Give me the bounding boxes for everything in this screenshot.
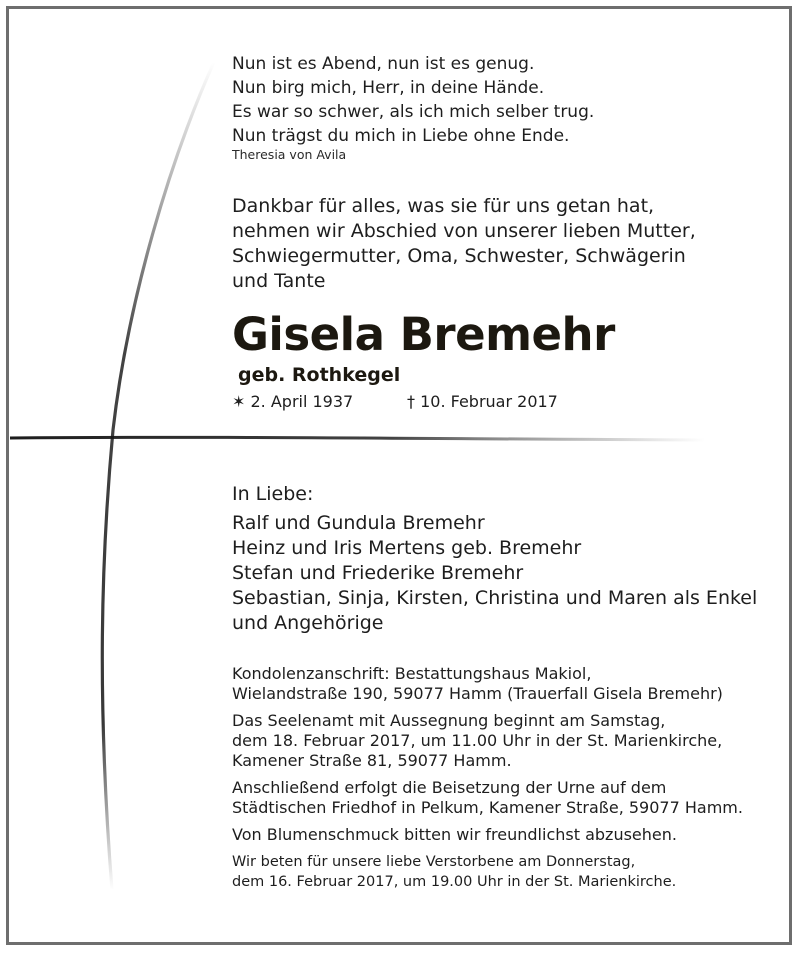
- mourners: [232, 482, 757, 636]
- intro-line: Schwiegermutter, Oma, Schwester, Schwägerin: [232, 245, 686, 267]
- mourner-line: und Angehörige: [232, 612, 384, 634]
- service-info: [232, 711, 743, 771]
- intro-line: nehmen wir Abschied von unserer lieben Mutter,: [232, 220, 696, 242]
- mourner-line: Stefan und Friederike Bremehr: [232, 562, 524, 584]
- death-date: † 10. Februar 2017: [407, 392, 558, 411]
- birth-date: ✶ 2. April 1937: [232, 392, 354, 411]
- prayer-info: [232, 852, 743, 892]
- poem-line: Es war so schwer, als ich mich selber trug.: [232, 102, 595, 122]
- info-line: Kamener Straße 81, 59077 Hamm.: [232, 751, 512, 770]
- poem-line: Nun trägst du mich in Liebe ohne Ende.: [232, 126, 570, 146]
- info-line: Städtischen Friedhof in Pelkum, Kamener Straße, 59077 Hamm.: [232, 798, 743, 817]
- burial-info: [232, 778, 743, 818]
- funeral-info: [232, 664, 743, 899]
- born-name: geb. Rothkegel: [238, 364, 401, 386]
- poem-author: Theresia von Avila: [232, 147, 347, 162]
- info-line: dem 18. Februar 2017, um 11.00 Uhr in der St. Marienkirche,: [232, 731, 723, 750]
- mourner-line: Ralf und Gundula Bremehr: [232, 512, 485, 534]
- condolence-address: [232, 664, 743, 704]
- flowers-note: [232, 825, 743, 845]
- intro-text: [232, 194, 696, 294]
- poem-line: Nun birg mich, Herr, in deine Hände.: [232, 78, 545, 98]
- info-line: Anschließend erfolgt die Beisetzung der Urne auf dem: [232, 778, 667, 797]
- info-line: Kondolenzanschrift: Bestattungshaus Makiol,: [232, 664, 592, 683]
- mourner-line: Heinz und Iris Mertens geb. Bremehr: [232, 537, 582, 559]
- info-line: Von Blumenschmuck bitten wir freundlichst abzusehen.: [232, 825, 677, 844]
- info-line: Wielandstraße 190, 59077 Hamm (Trauerfall Gisela Bremehr): [232, 684, 723, 703]
- poem: [232, 52, 594, 148]
- info-line: Das Seelenamt mit Aussegnung beginnt am Samstag,: [232, 711, 666, 730]
- info-line: dem 16. Februar 2017, um 19.00 Uhr in der St. Marienkirche.: [232, 874, 677, 890]
- deceased-name: Gisela Bremehr: [232, 308, 615, 361]
- poem-line: Nun ist es Abend, nun ist es genug.: [232, 54, 535, 74]
- mourners-heading: In Liebe:: [232, 483, 314, 505]
- life-dates: [232, 392, 558, 411]
- info-line: Wir beten für unsere liebe Verstorbene am Donnerstag,: [232, 854, 636, 870]
- mourner-line: Sebastian, Sinja, Kirsten, Christina und Maren als Enkel: [232, 587, 758, 609]
- intro-line: und Tante: [232, 270, 326, 292]
- intro-line: Dankbar für alles, was sie für uns getan hat,: [232, 195, 655, 217]
